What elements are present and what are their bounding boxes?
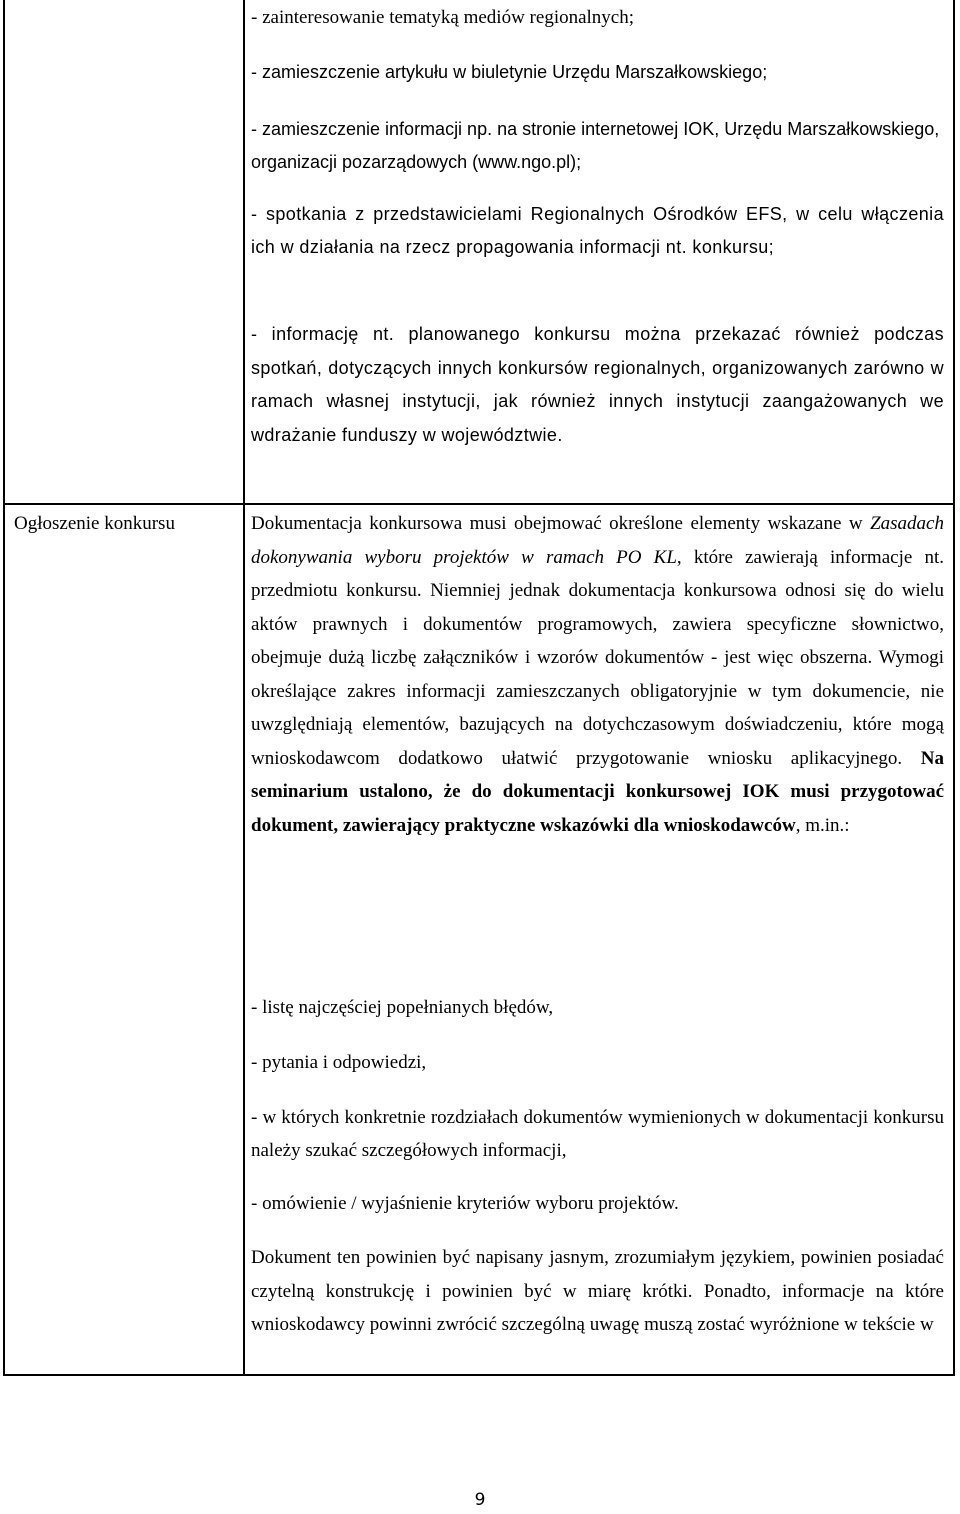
row2-content (251, 1049, 944, 1077)
list-item: - pytania i odpowiedzi, (251, 1052, 427, 1073)
row2-content (251, 1241, 944, 1342)
list-item: - zainteresowanie tematyką mediów regionalnych; (251, 7, 635, 28)
list-item: - zamieszczenie artykułu w biuletynie Urzędu Marszałkowskiego; (251, 62, 768, 82)
text-run: , które zawierają informacje nt. przedmiotu konkursu. Niemniej jednak dokumentacja konkursowa odnosi się do wielu aktów prawnych i dokumentów programowych, zawiera specyficzne słownictwo, obejmuje dużą liczbę załączników i wzorów dokumentów - jest więc obszerna. Wymogi określające zakres informacji zamieszczanych obligatoryjnie w tym dokumencie, nie uwzględniają elementów, bazujących na dotychczasowym doświadczeniu, które mogą wnioskodawcom dodatkowo ułatwić przygotowanie wniosku aplikacyjnego. (251, 546, 944, 769)
list-item: - w których konkretnie rozdziałach dokumentów wymienionych w dokumentacji konkursu należy szukać szczegółowych informacji, (251, 1107, 944, 1161)
row1-content (251, 198, 944, 264)
row1-content (251, 4, 944, 32)
italic-text: Zasadach dokonywania wyboru projektów w ramach PO KL (251, 513, 944, 568)
list-item: - omówienie / wyjaśnienie kryteriów wyboru projektów. (251, 1193, 679, 1214)
row2-content (251, 507, 944, 842)
column-divider (243, 0, 245, 1374)
row2-content (251, 1101, 944, 1167)
list-item: - zamieszczenie informacji np. na stronie internetowej IOK, Urzędu Marszałkowskiego, organizacji pozarządowych (www.ngo.pl); (251, 119, 940, 172)
row1-content (251, 318, 944, 452)
row2-content (251, 1190, 944, 1218)
text-run: Dokumentacja konkursowa musi obejmować określone elementy wskazane w (251, 513, 871, 534)
row-divider (5, 503, 953, 505)
text-run: , m.in.: (795, 814, 850, 836)
paragraph: Dokument ten powinien być napisany jasnym, zrozumiałym językiem, powinien posiadać czytelną konstrukcję i powinien być w miarę krótki. Ponadto, informacje na które wnioskodawcy powinni zwrócić szczególną uwagę muszą zostać wyróżnione w tekście w (251, 1247, 944, 1335)
paragraph (251, 507, 944, 842)
row1-content (251, 58, 944, 86)
list-item: - spotkania z przedstawicielami Regionalnych Ośrodków EFS, w celu włączenia ich w działania na rzecz propagowania informacji nt. konkursu; (251, 204, 944, 257)
bold-text: Na seminarium ustalono, że do dokumentacji konkursowej IOK musi przygotować dokument, zawierający praktyczne wskazówki dla wnioskodawców (251, 747, 944, 836)
page-number: 9 (474, 1490, 486, 1510)
list-item: - listę najczęściej popełnianych błędów, (251, 997, 554, 1018)
list-item: - informację nt. planowanego konkursu można przekazać również podczas spotkań, dotyczących innych konkursów regionalnych, organizowanych zarówno w ramach własnej instytucji, jak również innych instytucji zaangażowanych we wdrażanie funduszy w województwie. (251, 324, 944, 445)
row2-content (251, 994, 944, 1022)
row-label: Ogłoszenie konkursu (14, 513, 175, 534)
row1-content (251, 113, 944, 179)
